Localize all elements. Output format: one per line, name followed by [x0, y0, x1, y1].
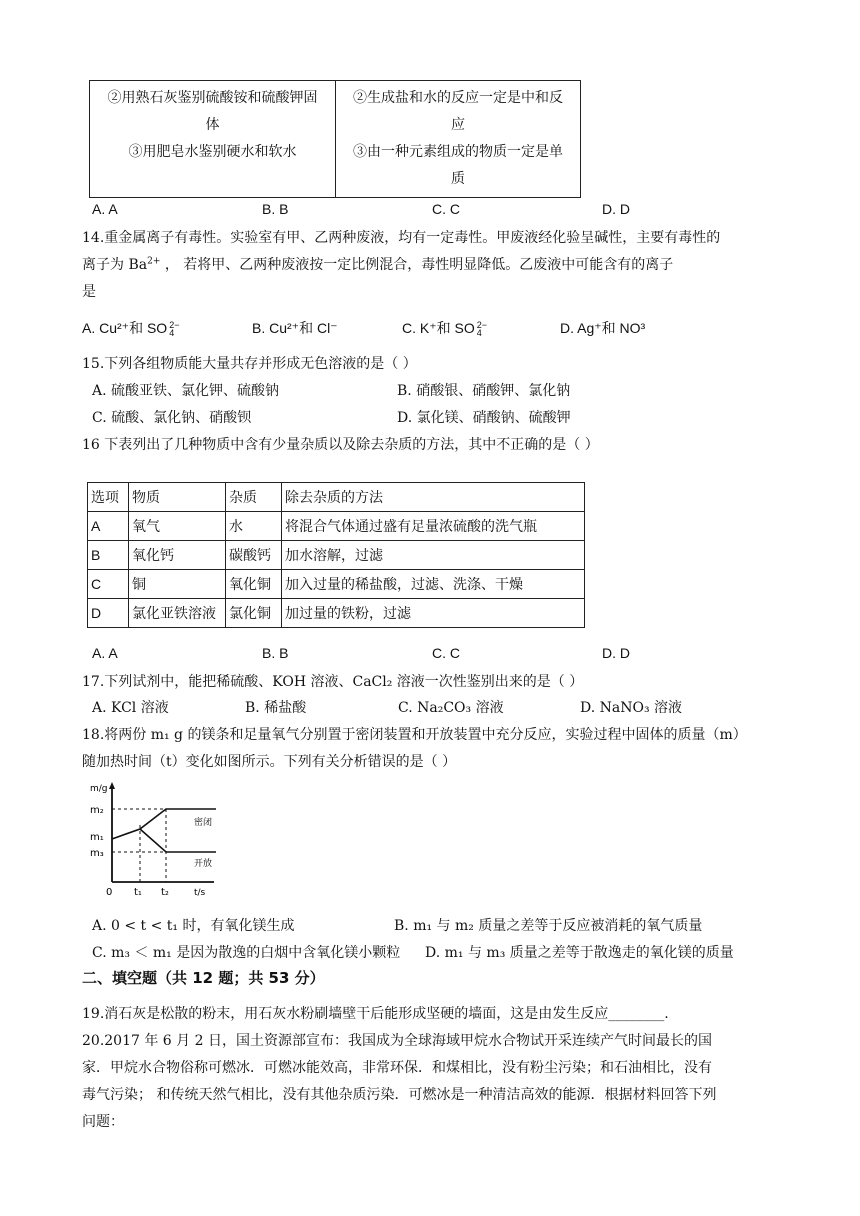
table-row — [88, 512, 585, 541]
question-text: 是 — [82, 284, 96, 300]
text-span: ， 若将甲、乙两种废液按一定比例混合，毒性明显降低。乙废液中可能含有的离子 — [164, 257, 674, 273]
cell-text: ③用肥皂水鉴别硬水和软水 — [128, 144, 297, 160]
table-row — [88, 541, 585, 570]
table-cell: A — [88, 512, 129, 541]
cell-text: ②用熟石灰鉴别硫酸铵和硫酸钾固 — [107, 90, 318, 106]
option-d[interactable]: D. D — [602, 645, 630, 661]
q13-options — [92, 201, 772, 217]
question-text: 20.2017 年 6 月 2 日，国土资源部宣布：我国成为全球海域甲烷水合物试开采连续产气时间最长的国 — [82, 1033, 712, 1049]
question-text: 家．甲烷水合物俗称可燃冰．可燃冰能效高，非常环保．和煤相比，没有粉尘污染；和石油相比，没有 — [82, 1060, 712, 1076]
option-label: C. K⁺和 SO — [402, 320, 475, 336]
table-header-cell: 杂质 — [226, 483, 282, 512]
table-cell: 氯化铜 — [226, 599, 282, 628]
option-d[interactable]: D. NaNO₃ 溶液 — [580, 700, 683, 716]
q17-options — [92, 697, 772, 717]
y-axis-arrow — [109, 782, 115, 789]
cell-text: 体 — [205, 117, 220, 133]
cell-text: ②生成盐和水的反应一定是中和反 — [353, 90, 563, 106]
option-label: A. Cu²⁺和 SO — [82, 320, 168, 336]
question-text: 15.下列各组物质能大量共存并形成无色溶液的是（ ） — [82, 356, 417, 372]
table-header-cell: 除去杂质的方法 — [282, 483, 585, 512]
options-table — [89, 80, 581, 198]
question-text: 16 下表列出了几种物质中含有少量杂质以及除去杂质的方法，其中不正确的是（ ） — [82, 437, 599, 453]
table-cell-right — [336, 81, 581, 198]
mass-time-graph — [86, 778, 226, 900]
option-c[interactable]: C. 硫酸、氯化钠、硝酸钡 — [92, 410, 252, 426]
table-cell: 氧化铜 — [226, 570, 282, 599]
question-text: 14.重金属离子有毒性。实验室有甲、乙两种废液，均有一定毒性。甲废液经化验呈碱性，主要有毒性的 — [82, 230, 721, 246]
table-row — [88, 570, 585, 599]
table-cell: 将混合气体通过盛有足量浓硫酸的洗气瓶 — [282, 512, 585, 541]
open-curve — [140, 829, 216, 852]
option-c[interactable]: C. Na₂CO₃ 溶液 — [398, 700, 504, 716]
question-text: 18.将两份 m₁ g 的镁条和足量氧气分别置于密闭装置和开放装置中充分反应，实验过程中固体的质量（m） — [82, 727, 747, 743]
superscript: 2− — [169, 320, 180, 331]
question-text: 19.消石灰是松散的粉末，用石灰水粉刷墙壁干后能形成坚硬的墙面，这是由发生反应________. — [82, 1006, 669, 1022]
option-d[interactable]: D. m₁ 与 m₃ 质量之差等于散逸走的氧化镁的质量 — [425, 945, 734, 961]
option-a[interactable] — [82, 318, 252, 338]
table-header-cell: 物质 — [129, 483, 226, 512]
q16-options — [92, 645, 772, 661]
question-text: 毒气污染； 和传统天然气相比，没有其他杂质污染．可燃冰是一种清洁高效的能源．根据材料回答下列 — [82, 1087, 717, 1103]
table-cell: 氧气 — [129, 512, 226, 541]
table-cell: 铜 — [129, 570, 226, 599]
option-b[interactable]: B. B — [262, 645, 289, 661]
question-text: 随加热时间（t）变化如图所示。下列有关分析错误的是（ ） — [82, 754, 457, 770]
sealed-label: 密闭 — [194, 818, 213, 828]
x-axis-label: t/s — [194, 888, 206, 898]
cell-text: ③由一种元素组成的物质一定是单 — [353, 144, 563, 160]
section-heading: 二、填空题（共 12 题；共 53 分） — [82, 969, 325, 987]
m2-label: m₂ — [90, 805, 104, 816]
table-row — [88, 599, 585, 628]
superscript: 2+ — [147, 256, 161, 267]
table-cell: 碳酸钙 — [226, 541, 282, 570]
table-cell: B — [88, 541, 129, 570]
option-b[interactable]: B. 稀盐酸 — [245, 700, 307, 716]
option-a[interactable]: A. A — [92, 201, 118, 217]
text-span: 离子为 Ba — [82, 257, 148, 273]
option-b[interactable]: B. B — [262, 201, 289, 217]
option-b[interactable]: B. m₁ 与 m₂ 质量之差等于反应被消耗的氧气质量 — [394, 918, 703, 934]
open-label: 开放 — [194, 859, 213, 869]
table-cell: 氧化钙 — [129, 541, 226, 570]
superscript: 2− — [476, 320, 487, 331]
question-text: 17.下列试剂中，能把稀硫酸、KOH 溶液、CaCl₂ 溶液一次性鉴别出来的是（ ） — [82, 674, 584, 690]
cell-text: 应 — [451, 117, 465, 133]
table-cell: 加入过量的稀盐酸，过滤、洗涤、干燥 — [282, 570, 585, 599]
y-axis-label: m/g — [90, 784, 108, 794]
option-a[interactable]: A. 硫酸亚铁、氯化钾、硫酸钠 — [92, 383, 280, 399]
subscript: 4 — [169, 328, 175, 339]
table-cell: 水 — [226, 512, 282, 541]
table-header-cell: 选项 — [88, 483, 129, 512]
subscript: 4 — [476, 328, 482, 339]
table-header-row — [88, 483, 585, 512]
option-b[interactable]: B. 硝酸银、硝酸钾、氯化钠 — [397, 383, 571, 399]
option-a[interactable]: A. 0 < t < t₁ 时，有氧化镁生成 — [92, 918, 295, 934]
cell-text: 质 — [451, 171, 465, 187]
m1-label: m₁ — [90, 832, 104, 843]
table-cell: 加过量的铁粉，过滤 — [282, 599, 585, 628]
option-c[interactable]: C. C — [432, 645, 460, 661]
origin-label: 0 — [106, 887, 113, 898]
table-cell: D — [88, 599, 129, 628]
m3-label: m₃ — [90, 848, 104, 859]
question-text: 问题： — [82, 1114, 124, 1130]
table-cell-left — [90, 81, 336, 198]
option-d[interactable]: D. 氯化镁、硝酸钠、硫酸钾 — [397, 410, 571, 426]
t2-label: t₂ — [161, 887, 169, 898]
option-c[interactable] — [402, 318, 560, 338]
option-c[interactable]: C. m₃ ＜ m₁ 是因为散逸的白烟中含氧化镁小颗粒 — [92, 945, 401, 961]
t1-label: t₁ — [134, 887, 142, 898]
option-a[interactable]: A. A — [92, 645, 118, 661]
option-a[interactable]: A. KCl 溶液 — [92, 700, 169, 716]
option-c[interactable]: C. C — [432, 201, 460, 217]
option-b[interactable]: B. Cu²⁺和 Cl⁻ — [252, 320, 338, 336]
option-d[interactable]: D. Ag⁺和 NO³ — [560, 320, 646, 336]
q14-options — [82, 318, 782, 338]
table-cell: 氯化亚铁溶液 — [129, 599, 226, 628]
table-cell: C — [88, 570, 129, 599]
option-d[interactable]: D. D — [602, 201, 630, 217]
question-text — [82, 254, 673, 274]
impurity-table — [87, 482, 585, 628]
table-cell: 加水溶解，过滤 — [282, 541, 585, 570]
